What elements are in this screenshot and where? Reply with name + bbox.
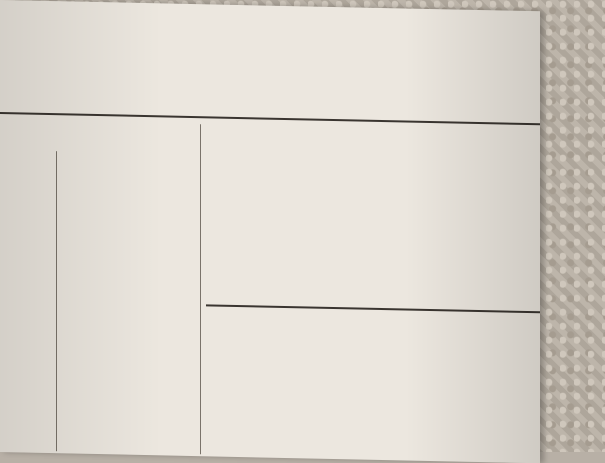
left-column-text: [0, 160, 52, 161]
ranking-column-1: [212, 338, 364, 341]
column-divider: [56, 151, 57, 451]
section-rule: [206, 304, 540, 313]
headline-line-1: [210, 104, 530, 111]
section-rule: [0, 112, 540, 125]
ranking-column-2: [370, 342, 520, 345]
obituary-column: [62, 151, 194, 154]
flag-story-column-2: [356, 165, 494, 168]
headline-line-2: [210, 104, 530, 111]
column-divider: [200, 124, 201, 454]
flag-ceremony-headline: [210, 104, 530, 111]
flag-story-column-1: [212, 162, 350, 165]
